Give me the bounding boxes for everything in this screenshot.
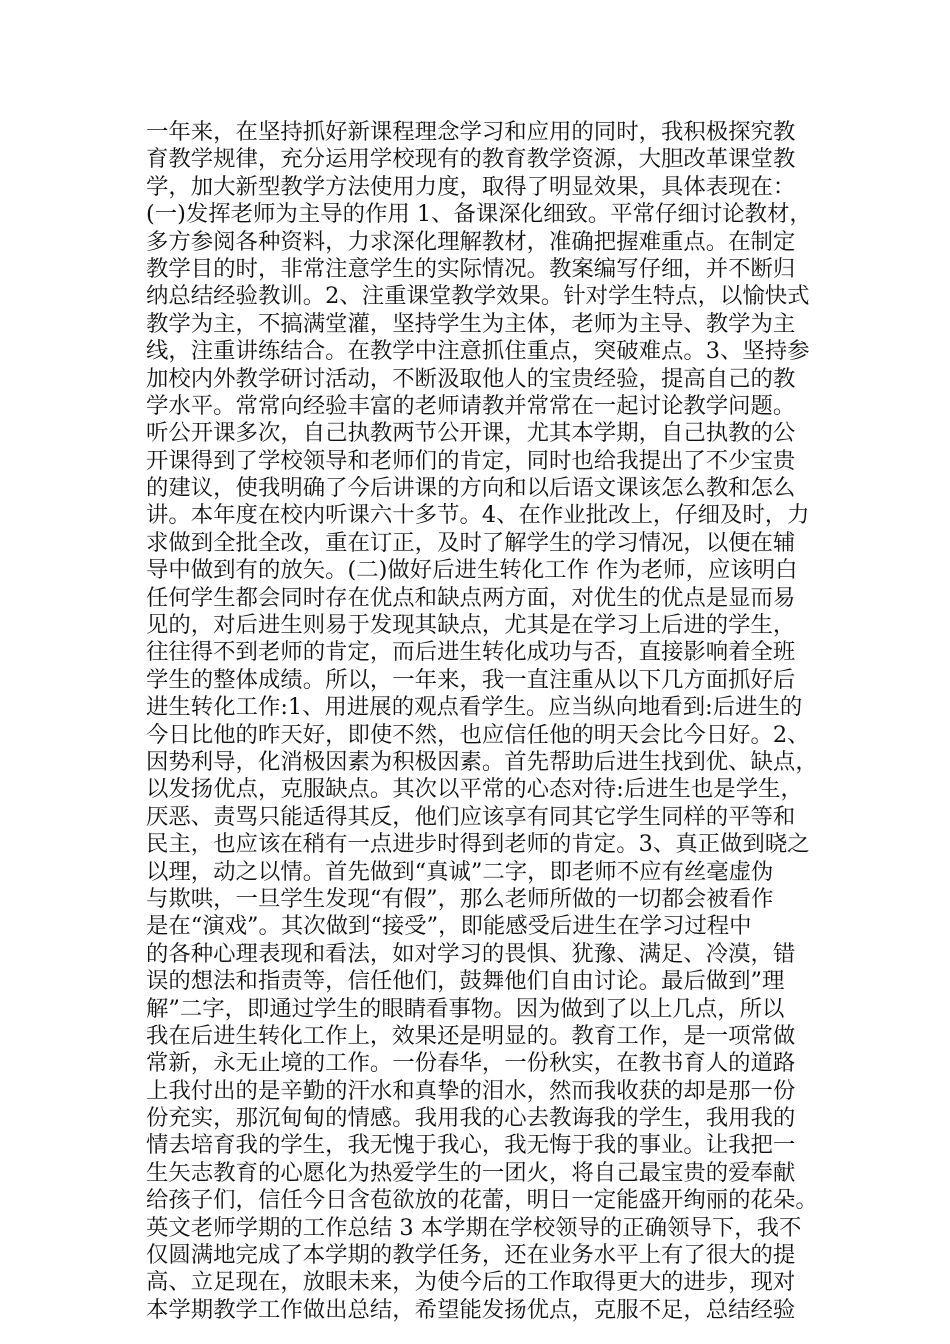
text-line: 教学目的时，非常注意学生的实际情况。教案编写仔细，并不断归	[146, 255, 796, 282]
text-line: 以发扬优点，克服缺点。其次以平常的心态对待:后进生也是学生，	[146, 776, 803, 803]
text-line: 是在“演戏”。其次做到“接受”，即能感受后进生在学习过程中	[146, 913, 752, 940]
text-line: 误的想法和指责等，信任他们，鼓舞他们自由讨论。最后做到”理	[146, 968, 785, 995]
text-line: 育教学规律，充分运用学校现有的教育教学资源，大胆改革课堂教	[146, 146, 796, 173]
text-line: 一年来，在坚持抓好新课程理念学习和应用的同时，我积极探究教	[146, 119, 796, 145]
text-line: 上我付出的是辛勤的汗水和真挚的泪水，然而我收获的却是那一份	[146, 1077, 796, 1104]
text-line: 开课得到了学校领导和老师们的肯定，同时也给我提出了不少宝贵	[146, 447, 796, 474]
text-line: 学，加大新型教学方法使用力度，取得了明显效果，具体表现在：	[146, 173, 796, 200]
text-line: 仅圆满地完成了本学期的教学任务，还在业务水平上有了很大的提	[146, 1242, 796, 1269]
text-line: 生矢志教育的心愿化为热爱学生的一团火，将自己最宝贵的爱奉献	[146, 1159, 796, 1186]
text-line: 民主，也应该在稍有一点进步时得到老师的肯定。3、真正做到晓之	[146, 831, 810, 858]
text-line: 教学为主，不搞满堂灌，坚持学生为主体，老师为主导、教学为主	[146, 310, 796, 337]
text-line: 求做到全批全改，重在订正，及时了解学生的学习情况，以便在辅	[146, 529, 796, 556]
text-line: 高、立足现在，放眼未来，为使今后的工作取得更大的进步，现对	[146, 1269, 796, 1296]
text-line: 任何学生都会同时存在优点和缺点两方面，对优生的优点是显而易	[146, 584, 796, 611]
text-line: 份充实，那沉甸甸的情感。我用我的心去教诲我的学生，我用我的	[146, 1105, 796, 1132]
text-line: 的各种心理表现和看法，如对学习的畏惧、犹豫、满足、冷漠，错	[146, 940, 796, 967]
text-line: 因势利导，化消极因素为积极因素。首先帮助后进生找到优、缺点，	[146, 748, 818, 775]
text-line: 纳总结经验教训。2、注重课堂教学效果。针对学生特点，以愉快式	[146, 283, 810, 310]
text-line: 导中做到有的放矢。(二)做好后进生转化工作 作为老师，应该明白	[146, 557, 798, 584]
text-line: 与欺哄，一旦学生发现“有假”，那么老师所做的一切都会被看作	[146, 885, 774, 912]
body-text	[146, 119, 836, 1324]
text-line: 英文老师学期的工作总结 3 本学期在学校领导的正确领导下，我不	[146, 1214, 802, 1241]
text-line: 讲。本年度在校内听课六十多节。4、在作业批改上，仔细及时，力	[146, 502, 810, 529]
text-line: 多方参阅各种资料，力求深化理解教材，准确把握难重点。在制定	[146, 228, 796, 255]
text-line: 线，注重讲练结合。在教学中注意抓住重点，突破难点。3、坚持参	[146, 338, 810, 365]
text-line: 今日比他的昨天好，即使不然，也应信任他的明天会比今日好。2、	[146, 721, 810, 748]
text-line: 学水平。常常向经验丰富的老师请教并常常在一起讨论教学问题。	[146, 392, 796, 419]
text-line: 学生的整体成绩。所以，一年来，我一直注重从以下几方面抓好后	[146, 666, 796, 693]
text-line: 见的，对后进生则易于发现其缺点，尤其是在学习上后进的学生，	[146, 612, 796, 639]
text-line: 的建议，使我明确了今后讲课的方向和以后语文课该怎么教和怎么	[146, 475, 796, 502]
text-line: (一)发挥老师为主导的作用 1、备课深化细致。平常仔细讨论教材，	[146, 201, 812, 228]
text-line: 往往得不到老师的肯定，而后进生转化成功与否，直接影响着全班	[146, 639, 796, 666]
text-line: 解”二字，即通过学生的眼睛看事物。因为做到了以上几点，所以	[146, 995, 785, 1022]
text-line: 常新，永无止境的工作。一份春华，一份秋实，在教书育人的道路	[146, 1050, 796, 1077]
text-line: 情去培育我的学生，我无愧于我心，我无悔于我的事业。让我把一	[146, 1132, 796, 1159]
text-line: 我在后进生转化工作上，效果还是明显的。教育工作，是一项常做	[146, 1022, 796, 1049]
text-line: 加校内外教学研讨活动，不断汲取他人的宝贵经验，提高自己的教	[146, 365, 796, 392]
text-line: 本学期教学工作做出总结，希望能发扬优点，克服不足，总结经验	[146, 1296, 796, 1323]
text-line: 厌恶、责骂只能适得其反，他们应该享有同其它学生同样的平等和	[146, 803, 796, 830]
text-line: 以理，动之以情。首先做到“真诚”二字，即老师不应有丝毫虚伪	[146, 858, 774, 885]
text-line: 进生转化工作:1、用进展的观点看学生。应当纵向地看到:后进生的	[146, 694, 803, 721]
text-line: 听公开课多次，自己执教两节公开课，尤其本学期，自己执教的公	[146, 420, 796, 447]
text-line: 给孩子们，信任今日含苞欲放的花蕾，明日一定能盛开绚丽的花朵。	[146, 1187, 818, 1214]
